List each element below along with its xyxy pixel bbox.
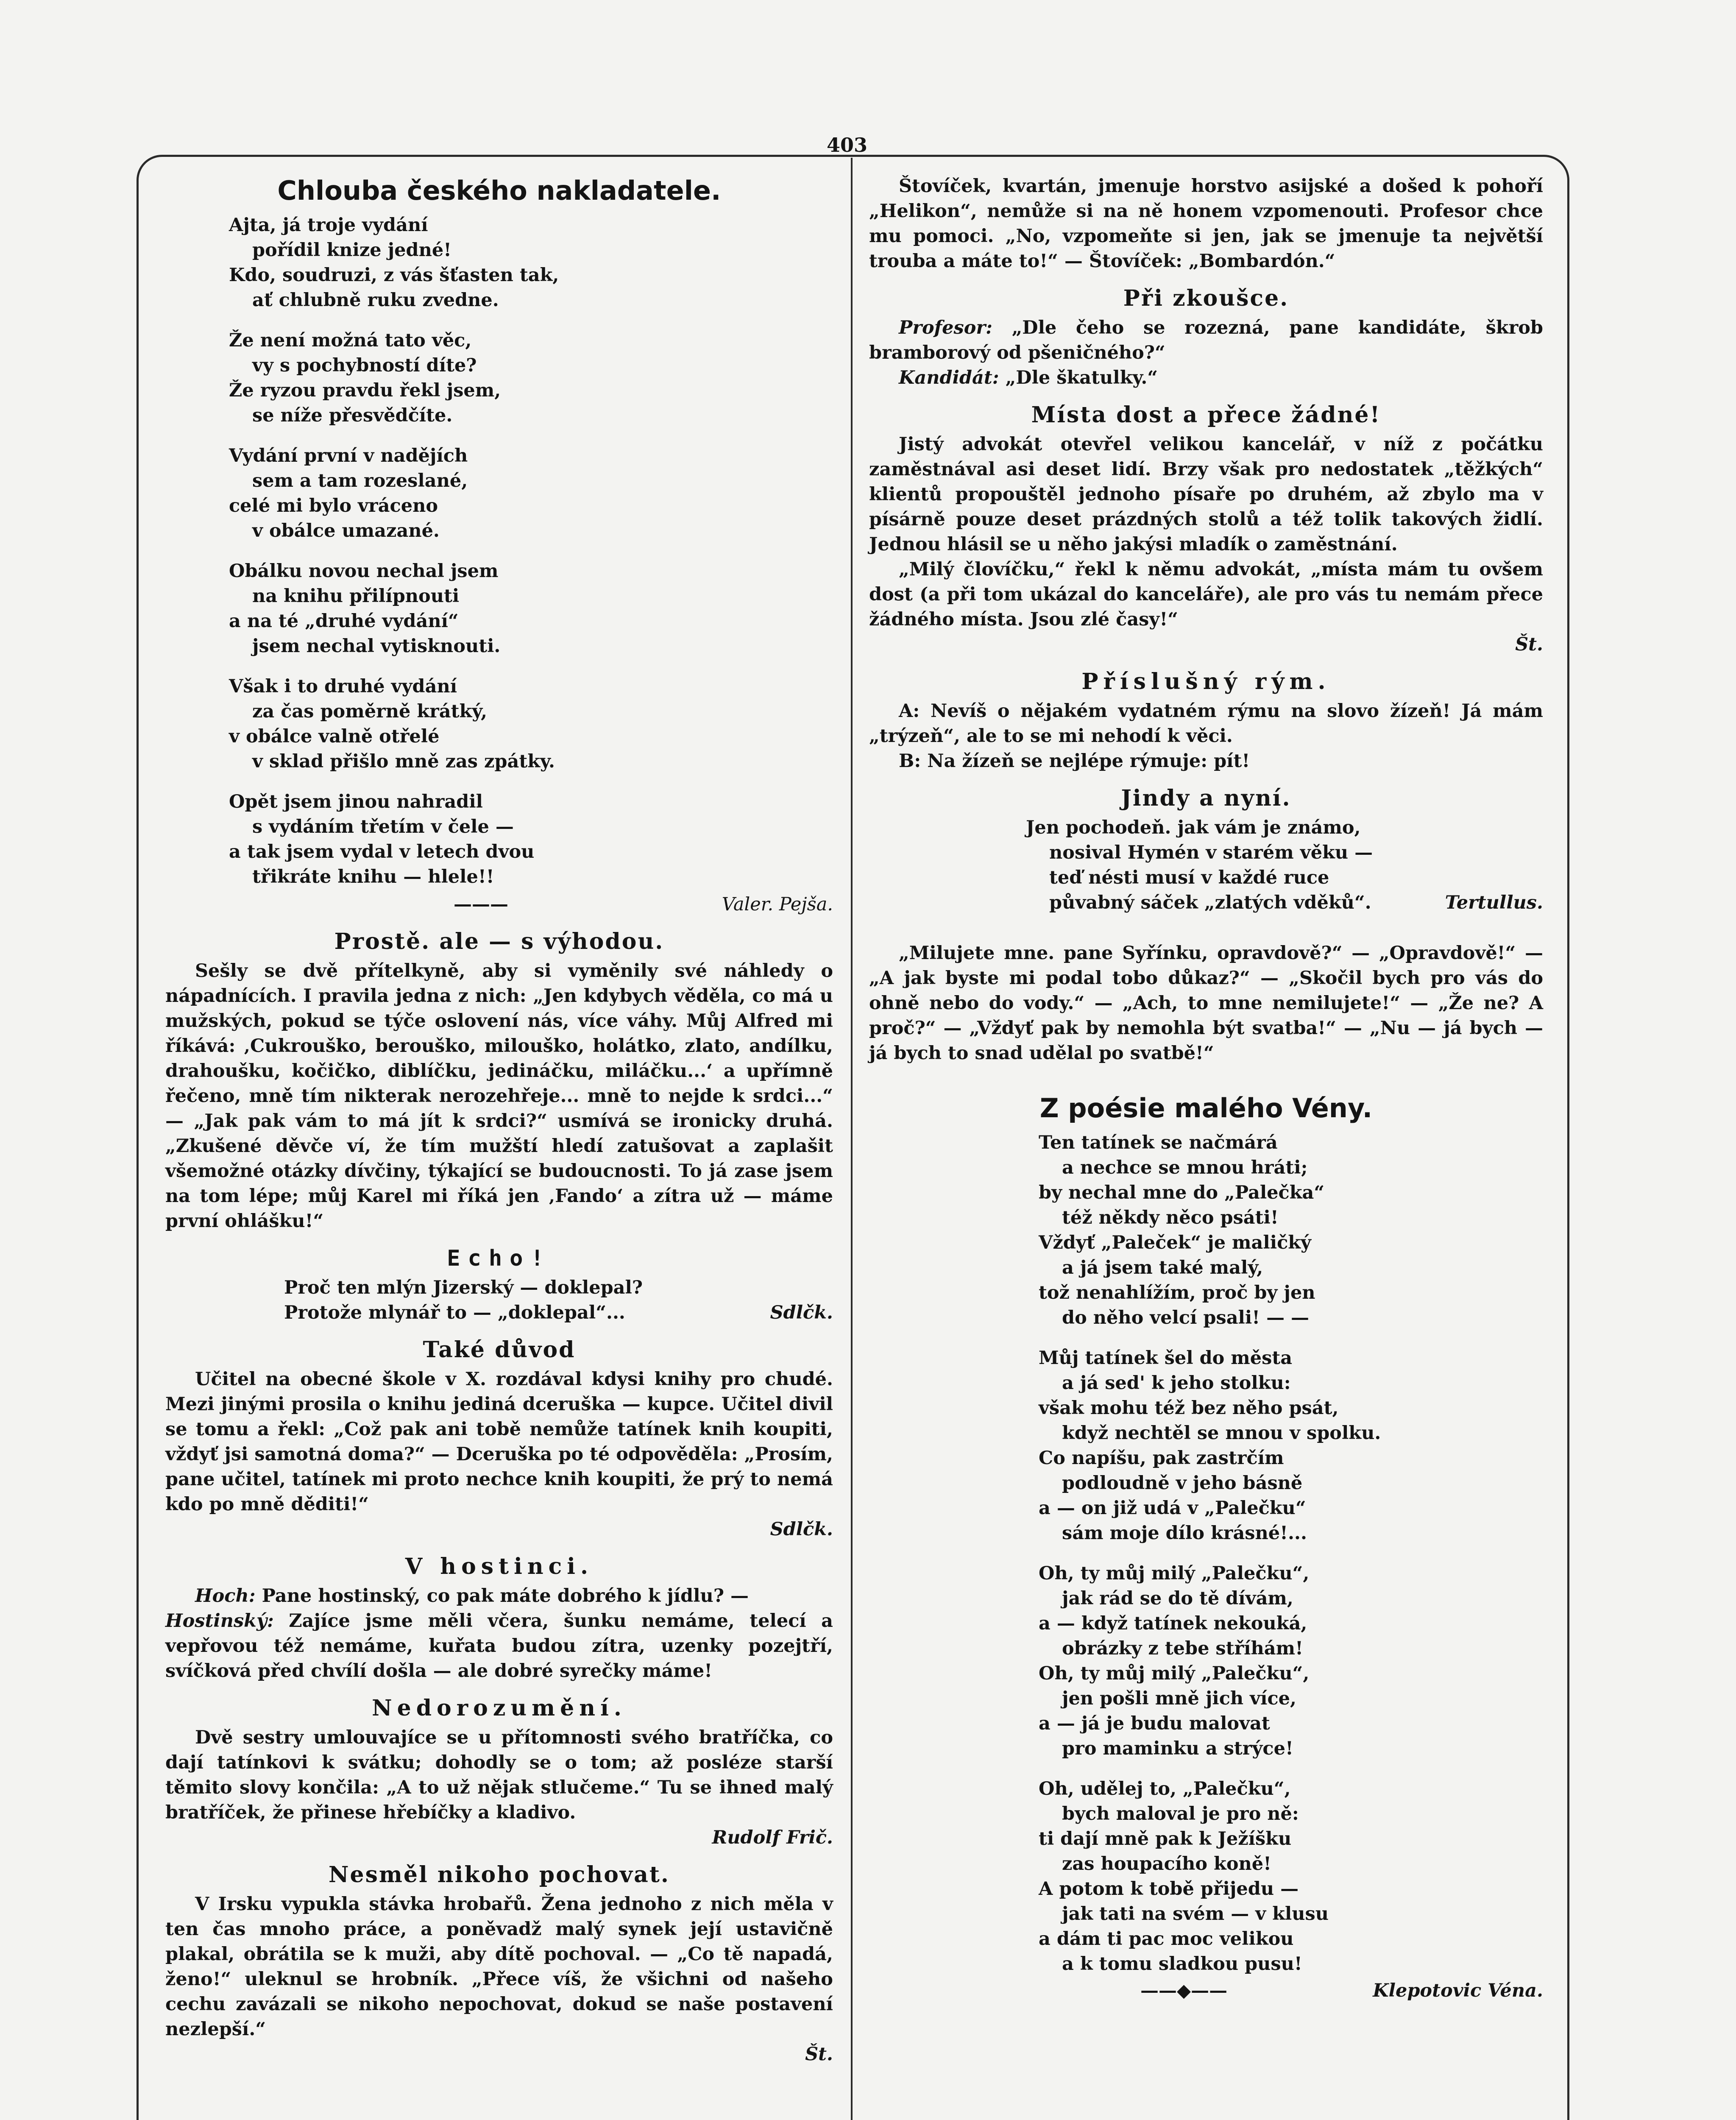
speaker-label: Kandidát: xyxy=(899,367,999,388)
poem-line: v sklad přišlo mně zas zpátky. xyxy=(252,751,555,772)
poem-line: Vydání první v nadějích xyxy=(229,445,468,466)
nedorozumeni-text: Dvě sestry umlouvajíce se u přítomnosti svého bratříčka, co dají tatínkovi k svátku; dohodly se o tom; až posléze starší těmito slovy končila: „A to už nějak stlučeme.“ Tu se ihned malý bratříček, že přinese hřebíčky a kladivo. xyxy=(165,1727,833,1823)
poem-line: sám moje dílo krásné!... xyxy=(1062,1523,1307,1544)
poem-line: Obálku novou nechal jsem xyxy=(229,561,499,582)
poem-line: a nechce se mnou hráti; xyxy=(1062,1157,1308,1178)
vena-title: Z poésie malého Vény. xyxy=(1039,1093,1373,1124)
poem-line: podloudně v jeho básně xyxy=(1062,1473,1303,1494)
dialog-text: „Dle škatulky.“ xyxy=(1005,367,1158,388)
mista-text-2: „Milý človíčku,“ řekl k němu advokát, „místa mám tu ovšem dost (a při tom ukázal do kanceláře), ale pro vás tu nemám přece žádného místa. Jsou zlé časy!“ xyxy=(869,559,1543,630)
poem-line-row xyxy=(1026,890,1543,915)
dialog-text: Nevíš o nějakém vydatném rýmu na slovo žízeň! Já mám „trýzeň“, ale to se mi nehodí k věci. xyxy=(869,700,1543,747)
poem-line: s vydáním třetím v čele — xyxy=(252,816,514,837)
poem-line: třikráte knihu — hlele!! xyxy=(252,866,494,887)
zkousce-title: Při zkoušce. xyxy=(1123,285,1289,311)
poem-line: a já sed' k jeho stolku: xyxy=(1062,1372,1291,1394)
take-duvod-title: Také důvod xyxy=(423,1337,576,1363)
hostinci-dialog-1 xyxy=(165,1584,833,1609)
echo-line: Protože mlynář to — „doklepal“... xyxy=(284,1302,625,1323)
zkousce-dialog-1 xyxy=(869,315,1543,365)
poem-line: půvabný sáček „zlatých vděků“. xyxy=(1049,892,1371,913)
poem-line: Ajta, já troje vydání xyxy=(229,215,428,236)
poem-line: ať chlubně ruku zvedne. xyxy=(252,290,499,311)
poem-stanza xyxy=(1039,1561,1543,1761)
poem-line: zas houpacího koně! xyxy=(1062,1853,1271,1875)
prislusny-title: Příslušný rým. xyxy=(1081,669,1331,695)
vena-poem xyxy=(1039,1130,1543,1977)
poem-stanza xyxy=(1039,1777,1543,1977)
poem-line: teď nésti musí v každé ruce xyxy=(1049,867,1329,888)
poem-line: když nechtěl se mnou v spolku. xyxy=(1062,1423,1381,1444)
poem-line: pro maminku a strýce! xyxy=(1062,1738,1293,1759)
hostinci-dialog-2 xyxy=(165,1609,833,1684)
poem-line: Můj tatínek šel do města xyxy=(1039,1347,1293,1369)
poem-line: Oh, ty můj milý „Palečku“, xyxy=(1039,1663,1310,1684)
vena-footer xyxy=(869,1978,1543,2003)
jindy-poem xyxy=(1026,815,1543,915)
left-column xyxy=(165,174,833,2067)
poem-line: pořídil knize jedné! xyxy=(252,240,452,261)
speaker-label: A: xyxy=(899,700,920,722)
poem-line: a — on již udá v „Palečku“ xyxy=(1039,1498,1306,1519)
poem-stanza xyxy=(1039,1130,1543,1331)
poem-line: do něho velcí psali! — — xyxy=(1062,1307,1310,1328)
poem-line: by nechal mne do „Palečka“ xyxy=(1039,1182,1325,1203)
poem-line: však mohu též bez něho psát, xyxy=(1039,1398,1339,1419)
poem-line: a — když tatínek nekouká, xyxy=(1039,1613,1307,1634)
poem-line: a tak jsem vydal v letech dvou xyxy=(229,841,535,862)
page-number: 403 xyxy=(827,134,868,156)
prislusny-b xyxy=(869,749,1543,774)
ornament-rule: ——◆—— xyxy=(1140,1980,1228,2001)
ornament-rule: ——— xyxy=(454,894,508,915)
poem-line: tož nenahlížím, proč by jen xyxy=(1039,1282,1315,1303)
proste-title: Prostě. ale — s výhodou. xyxy=(334,929,664,954)
take-duvod-text: Učitel na obecné škole v X. rozdával kdysi knihy pro chudé. Mezi jinými prosila o knihu jediná dceruška — kupce. Učitel divil se tomu a řekl: „Což pak ani tobě nemůže tatínek knih koupiti, vždyť jsi samotná doma?“ — Dceruška po té odpověděla: „Prosím, pane učitel, tatínek mi proto nechce knih koupiti, že prý to nemá kdo po mně děditi!“ xyxy=(165,1369,833,1515)
speaker-label: Hostinský: xyxy=(165,1610,274,1632)
poem-line: bych maloval je pro ně: xyxy=(1062,1803,1299,1824)
right-column xyxy=(869,174,1543,2003)
chlouba-footer xyxy=(165,892,833,917)
dialog-text: „Dle čeho se rozezná, pane kandidáte, škrob bramborový od pšeničného?“ xyxy=(869,317,1543,363)
poem-line: Kdo, soudruzi, z vás šťasten tak, xyxy=(229,265,559,286)
nesmel-text: V Irsku vypukla stávka hrobařů. Žena jednoho z nich měla v ten čas mnoho práce, a poněvadž malý synek její ustavičně plakal, obrátila se k muži, aby dítě pochoval. — „Co tě napadá, ženo!“ uleknul se hrobník. „Přece víš, že všichni od našeho cechu zavázali se nikoho nepochovat, dokud se naše postavení nezlepší.“ xyxy=(165,1894,833,2040)
poem-line: obrázky z tebe stříhám! xyxy=(1062,1638,1303,1659)
author-signature: Klepotovic Véna. xyxy=(1373,1980,1543,2001)
prislusny-a xyxy=(869,699,1543,749)
author-signature: Valer. Pejša. xyxy=(722,894,833,915)
stovicek-text: Štovíček, kvartán, jmenuje horstvo asijské a došed k pohoří „Helikon“, nemůže si na ně honem vzpomenouti. Profesor chce mu pomoci. „No, vzpomeňte si jen, jak se jmenuje ta největší trouba a máte to!“ — Štovíček: „Bombardón.“ xyxy=(869,176,1543,272)
poem-line: A potom k tobě přijedu — xyxy=(1039,1878,1299,1900)
poem-stanza xyxy=(229,328,833,428)
poem-line: Že není možná tato věc, xyxy=(229,330,472,351)
nedorozumeni-title: Nedorozumění. xyxy=(372,1695,627,1721)
poem-line: a já jsem také malý, xyxy=(1062,1257,1263,1278)
proste-text: Sešly se dvě přítelkyně, aby si vyměnily své náhledy o nápadnících. I pravila jedna z nich: „Jen kdybych věděla, co má u mužských, pokud se týče oslovení nás, více váhy. Můj Alfred mi říkává: ‚Cukrouško, berouško, milouško, holátko, zlato, andílku, drahoušku, kočičko, diblíčku, jedináčku, miláčku...‘ a upřímně řečeno, mně tím nikterak nerozehřeje... mně to nejde k srdci...“ — „Jak pak vám to má jít k srdci?“ usmívá se ironicky druhá. „Zkušené děvče ví, že tím mužští hledí zatušovat a zaplašit všemožné otázky dívčiny, týkající se budoucnosti. To já zase jsem na tom lépe; můj Karel mi říká jen ‚Fando‘ a zítra už — máme první ohlášku!“ xyxy=(165,960,833,1232)
poem-line: Ten tatínek se načmárá xyxy=(1039,1132,1278,1153)
poem-line: Opět jsem jinou nahradil xyxy=(229,791,483,812)
zkousce-dialog-2 xyxy=(869,365,1543,391)
author-signature: Št. xyxy=(805,2044,833,2065)
poem-line: a k tomu sladkou pusu! xyxy=(1062,1953,1302,1975)
poem-line: a na té „druhé vydání“ xyxy=(229,611,459,632)
poem-stanza xyxy=(1039,1346,1543,1546)
poem-line: sem a tam rozeslané, xyxy=(252,470,468,491)
poem-line: Vždyť „Paleček“ je maličký xyxy=(1039,1232,1312,1253)
poem-line: jsem nechal vytisknouti. xyxy=(252,636,501,657)
poem-line: jen pošli mně jich více, xyxy=(1062,1688,1296,1709)
syrinek-text: „Milujete mne. pane Syřínku, opravdově?“ — „Opravdově!“ — „A jak byste mi podal tobo důkaz?“ — „Skočil bych pro vás do ohně nebo do vody.“ — „Ach, to mne nemilujete!“ — „Že ne? A proč?“ — „Vždyť pak by nemohla být svatba!“ — „Nu — já bych — já bych to snad udělal po svatbě!“ xyxy=(869,943,1543,1064)
dialog-text: Na žízeň se nejlépe rýmuje: pít! xyxy=(927,750,1250,772)
poem-stanza xyxy=(229,559,833,659)
poem-line: se níže přesvědčíte. xyxy=(252,405,453,426)
poem-line: Co napíšu, pak zastrčím xyxy=(1039,1448,1284,1469)
column-divider xyxy=(851,158,853,2120)
poem-stanza xyxy=(229,444,833,544)
poem-line: a dám ti pac moc velikou xyxy=(1039,1928,1294,1950)
poem-line: jak rád se do tě dívám, xyxy=(1062,1588,1293,1609)
chlouba-title: Chlouba českého nakladatele. xyxy=(277,175,721,206)
chlouba-poem xyxy=(165,213,833,890)
poem-line: v obálce umazané. xyxy=(252,520,440,541)
echo-title: Echo! xyxy=(447,1246,552,1271)
poem-line: za čas poměrně krátký, xyxy=(252,701,488,722)
poem-line: a — já je budu malovat xyxy=(1039,1713,1270,1734)
poem-line: nosival Hymén v starém věku — xyxy=(1049,842,1373,863)
poem-stanza xyxy=(229,213,833,313)
poem-line: v obálce valně otřelé xyxy=(229,726,440,747)
poem-stanza xyxy=(229,789,833,890)
poem-stanza xyxy=(229,674,833,774)
nesmel-title: Nesměl nikoho pochovat. xyxy=(329,1862,670,1888)
author-signature: Sdlčk. xyxy=(770,1519,833,1540)
poem-line: vy s pochybností díte? xyxy=(252,355,477,376)
poem-line: Že ryzou pravdu řekl jsem, xyxy=(229,380,501,401)
author-signature: Sdlčk. xyxy=(770,1302,833,1323)
dialog-text: Zajíce jsme měli včera, šunku nemáme, telecí a vepřovou též nemáme, kuřata budou zítra, uzenky pozejtří, svíčková před chvílí došla — ale dobré syrečky máme! xyxy=(165,1610,833,1682)
author-signature: Rudolf Frič. xyxy=(712,1827,833,1848)
poem-line: ti dají mně pak k Ježíšku xyxy=(1039,1828,1292,1849)
poem-line: Jen pochodeň. jak vám je známo, xyxy=(1026,817,1361,838)
speaker-label: B: xyxy=(899,750,921,772)
mista-title: Místa dost a přece žádné! xyxy=(1031,402,1381,428)
echo-line-row xyxy=(165,1300,833,1325)
dialog-text: Pane hostinský, co pak máte dobrého k jídlu? — xyxy=(262,1585,749,1607)
author-signature: Št. xyxy=(1515,634,1543,655)
speaker-label: Hoch: xyxy=(195,1585,256,1607)
poem-line: Oh, ty můj milý „Palečku“, xyxy=(1039,1563,1310,1584)
poem-line: Však i to druhé vydání xyxy=(229,676,457,697)
mista-text-1: Jistý advokát otevřel velikou kancelář, v níž z počátku zaměstnával asi deset lidí. Brzy však pro nedostatek „těžkých“ klientů propouštěl jednoho písaře po druhém, až zbylo ma v písárně pouze deset prázdných stolů a též tolik takových židlí. Jednou hlásil se u něho jakýsi mladík o zaměstnání. xyxy=(869,434,1543,555)
poem-line: též někdy něco psáti! xyxy=(1062,1207,1279,1228)
echo-line: Proč ten mlýn Jizerský — doklepal? xyxy=(284,1277,643,1298)
poem-line: na knihu přilípnouti xyxy=(252,586,460,607)
poem-line: Oh, udělej to, „Palečku“, xyxy=(1039,1778,1291,1799)
author-signature: Tertullus. xyxy=(1445,892,1543,913)
speaker-label: Profesor: xyxy=(899,317,992,338)
hostinci-title: V hostinci. xyxy=(405,1554,594,1579)
poem-line: celé mi bylo vráceno xyxy=(229,495,438,516)
poem-line: jak tati na svém — v klusu xyxy=(1062,1903,1329,1925)
jindy-title: Jindy a nyní. xyxy=(1121,785,1291,811)
